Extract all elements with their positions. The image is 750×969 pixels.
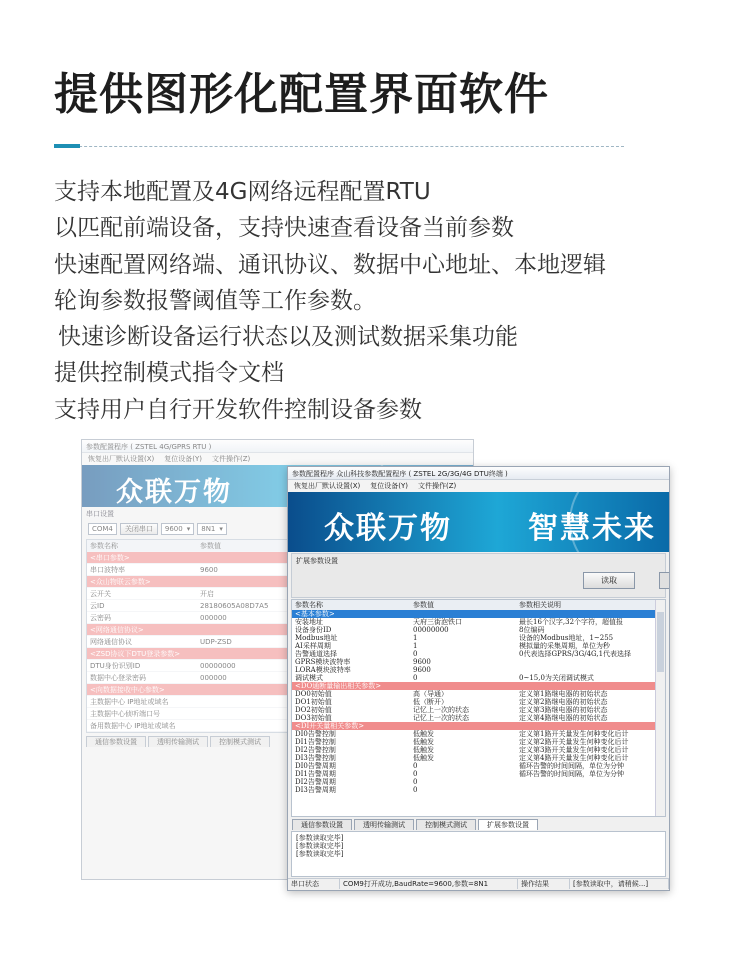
tab-comm-settings[interactable]: 通信参数设置	[86, 736, 146, 747]
param-name: 串口波特率	[90, 566, 125, 574]
param-value: 00000000	[200, 662, 236, 670]
log-line: [参数读取完毕]	[296, 834, 344, 842]
menu-item-file[interactable]: 文件操作(Z)	[418, 482, 457, 490]
param-value: 记忆上一次的状态	[413, 714, 469, 722]
table-row	[292, 722, 665, 730]
param-desc: 循环告警的时间间隔，单位为分钟	[519, 762, 624, 770]
table-row	[292, 786, 665, 794]
write-button-partial[interactable]	[659, 572, 670, 589]
status-label-result: 操作结果	[518, 879, 570, 889]
param-value: 28180605A08D7A5	[200, 602, 269, 610]
param-name: DI2告警周期	[295, 778, 336, 786]
banner-text-right: 智慧未来	[528, 511, 656, 546]
banner-text: 众联万物	[116, 477, 232, 507]
table-row	[292, 626, 665, 634]
feature-item: 快速诊断设备运行状态以及测试数据采集功能	[58, 324, 518, 351]
format-value: 8N1	[201, 525, 216, 533]
param-name: 网络通信协议	[90, 638, 132, 646]
format-select[interactable]	[197, 523, 227, 535]
param-value: 000000	[200, 674, 227, 682]
feature-item: 以匹配前端设备，支持快速查看设备当前参数	[54, 215, 514, 242]
param-desc: 定义第2路开关量发生何种变化后计	[519, 738, 629, 746]
table-row	[292, 642, 665, 650]
log-line: [参数读取完毕]	[296, 842, 344, 850]
port-value: COM4	[92, 525, 113, 533]
table-row	[292, 650, 665, 658]
table-row	[292, 674, 665, 682]
param-name: DO2初始值	[295, 706, 332, 714]
brand-banner	[288, 492, 669, 552]
param-name: DO3初始值	[295, 714, 332, 722]
param-value	[410, 722, 516, 730]
tab-control-test[interactable]: 控制模式测试	[416, 819, 476, 830]
param-value: 9600	[200, 566, 218, 574]
param-desc: 定义第4路开关量发生何种变化后计	[519, 754, 629, 762]
table-scrollbar[interactable]	[655, 600, 665, 816]
tab-bar	[288, 818, 669, 830]
param-name: 设备身份ID	[295, 626, 332, 634]
menu-item-reboot[interactable]: 复位设备(Y)	[370, 482, 409, 490]
column-header: 参数值	[413, 601, 434, 609]
table-row	[292, 634, 665, 642]
param-value: 0	[413, 674, 418, 682]
param-desc	[516, 778, 656, 786]
feature-item: 支持用户自行开发软件控制设备参数	[54, 396, 422, 423]
param-value: 9600	[413, 666, 431, 674]
param-name: DI1告警控制	[295, 738, 336, 746]
param-value	[410, 610, 516, 618]
column-header: 参数相关说明	[519, 601, 561, 609]
log-line: [参数读取完毕]	[296, 850, 344, 858]
chevron-down-icon: ▾	[186, 525, 191, 533]
table-row	[292, 778, 665, 786]
param-desc: 设备的Modbus地址，1~255	[519, 634, 614, 642]
param-desc: 循环告警的时间间隔，单位为分钟	[519, 770, 624, 778]
param-desc	[516, 786, 656, 794]
param-value: 0	[413, 762, 418, 770]
param-desc: 模拟量的采集周期，单位为秒	[519, 642, 610, 650]
param-name: Modbus地址	[295, 634, 338, 642]
menu-item-reset-defaults[interactable]: 恢复出厂默认设置(X)	[294, 482, 361, 490]
param-desc: 定义第1路继电器的初始状态	[519, 690, 608, 698]
table-row	[292, 738, 665, 746]
param-value: 000000	[200, 614, 227, 622]
param-desc	[516, 722, 656, 730]
table-row	[292, 658, 665, 666]
window-titlebar: 参数配置程序 众山科技参数配置程序 ( ZSTEL 2G/3G/4G DTU终端 )	[288, 467, 669, 480]
menu-item-reset-defaults[interactable]: 恢复出厂默认设置(X)	[88, 455, 155, 463]
table-row	[292, 690, 665, 698]
read-button[interactable]: 读取	[583, 572, 635, 589]
title-accent-bar	[54, 144, 80, 148]
param-value: 高（导通）	[413, 690, 448, 698]
menu-bar	[288, 480, 669, 492]
param-value: 低触发	[413, 754, 434, 762]
status-port-value: COM9打开成功,BaudRate=9600,参数=8N1	[340, 879, 518, 889]
serial-section-label: 串口设置	[86, 510, 114, 518]
extended-param-table	[291, 599, 666, 817]
param-desc: 0代表选择GPRS/3G/4G,1代表选择	[519, 650, 632, 658]
param-name: <ZSD协议下DTU登录参数>	[90, 650, 181, 658]
param-name: DI0告警控制	[295, 730, 336, 738]
param-desc: 定义第1路开关量发生何种变化后计	[519, 730, 629, 738]
param-value: 记忆上一次的状态	[413, 706, 469, 714]
param-name: DI3告警控制	[295, 754, 336, 762]
param-value: 0	[413, 778, 418, 786]
table-row	[292, 706, 665, 714]
table-row	[292, 666, 665, 674]
param-name: DI1告警周期	[295, 770, 336, 778]
table-row	[292, 682, 665, 690]
table-row	[292, 618, 665, 626]
status-bar	[288, 878, 669, 889]
param-name: <DI开关量相关参数>	[295, 722, 365, 730]
feature-item: 提供控制模式指令文档	[54, 360, 284, 387]
param-name: <向数据接收中心参数>	[90, 686, 165, 694]
table-row	[292, 770, 665, 778]
param-name: DO1初始值	[295, 698, 332, 706]
param-name: DI2告警控制	[295, 746, 336, 754]
window-titlebar: 参数配置程序 ( ZSTEL 4G/GPRS RTU )	[82, 440, 473, 453]
front-config-window	[287, 466, 670, 891]
param-name: DTU身份识别ID	[90, 662, 141, 670]
tab-transparent-test[interactable]: 透明传输测试	[148, 736, 208, 747]
param-desc: 定义第2路继电器的初始状态	[519, 698, 608, 706]
param-value: 天府三街泡铁口	[413, 618, 462, 626]
param-value: 0	[413, 650, 418, 658]
param-desc: 定义第3路开关量发生何种变化后计	[519, 746, 629, 754]
tab-control-test[interactable]: 控制模式测试	[210, 736, 270, 747]
table-row	[292, 730, 665, 738]
log-output	[291, 831, 666, 877]
menu-bar	[82, 453, 473, 465]
param-name: 主数据中心侦听端口号	[90, 710, 160, 718]
param-value: 00000000	[413, 626, 449, 634]
param-desc: 定义第4路继电器的初始状态	[519, 714, 608, 722]
table-row	[292, 714, 665, 722]
tab-extended-settings[interactable]: 扩展参数设置	[478, 819, 538, 830]
param-value: 开启	[200, 590, 214, 598]
param-desc: 0~15,0为关闭调试模式	[519, 674, 594, 682]
param-name: <串口参数>	[90, 554, 130, 562]
close-port-button[interactable]: 关闭串口	[120, 523, 158, 535]
column-header: 参数名称	[295, 601, 323, 609]
column-header: 参数名称	[90, 542, 118, 550]
param-value: 低触发	[413, 730, 434, 738]
param-value: 低触发	[413, 738, 434, 746]
param-name: <众山物联云参数>	[90, 578, 151, 586]
param-value: 低触发	[413, 746, 434, 754]
feature-list	[54, 174, 606, 428]
param-name: 备用数据中心 IP地址或域名	[90, 722, 176, 730]
menu-item-reboot[interactable]: 复位设备(Y)	[164, 455, 203, 463]
param-name: LORA模块波特率	[295, 666, 351, 674]
feature-item: 轮询参数报警阈值等工作参数。	[54, 287, 376, 314]
table-row	[292, 762, 665, 770]
param-value: UDP-ZSD	[200, 638, 232, 646]
banner-text-left: 众联万物	[324, 511, 452, 546]
param-value: 0	[413, 786, 418, 794]
param-name: 调试模式	[295, 674, 323, 682]
feature-item: 支持本地配置及4G网络远程配置RTU	[54, 179, 431, 205]
param-name: DI3告警周期	[295, 786, 336, 794]
param-name: 云密码	[90, 614, 111, 622]
title-divider	[54, 146, 624, 147]
page-title: 提供图形化配置界面软件	[54, 69, 549, 120]
extended-params-panel	[291, 553, 666, 598]
param-desc	[516, 682, 656, 690]
param-value: 1	[413, 642, 418, 650]
table-row	[292, 746, 665, 754]
chevron-down-icon: ▾	[219, 525, 223, 533]
feature-item: 快速配置网络端、通讯协议、数据中心地址、本地逻辑	[54, 251, 606, 278]
param-name: <DO通断量输出相关参数>	[295, 682, 382, 690]
param-name: 云开关	[90, 590, 111, 598]
baud-value: 9600	[164, 525, 183, 533]
param-desc	[516, 610, 656, 618]
table-row	[292, 610, 665, 618]
param-name: DI0告警周期	[295, 762, 336, 770]
param-name: DO0初始值	[295, 690, 332, 698]
table-row	[292, 754, 665, 762]
param-desc	[516, 658, 656, 666]
baud-select[interactable]	[161, 523, 194, 535]
tab-comm-settings[interactable]: 通信参数设置	[292, 819, 352, 830]
param-name: 云ID	[90, 602, 105, 610]
param-value: 0	[413, 770, 418, 778]
tab-transparent-test[interactable]: 透明传输测试	[354, 819, 414, 830]
param-desc: 8位编码	[519, 626, 545, 634]
param-value	[410, 682, 516, 690]
param-name: <网络通信协议>	[90, 626, 144, 634]
param-name: 告警通道选择	[295, 650, 337, 658]
param-name: GPRS模块波特率	[295, 658, 351, 666]
table-header	[292, 600, 665, 610]
port-select[interactable]	[88, 523, 117, 535]
param-desc	[516, 666, 656, 674]
param-name: AI采样周期	[295, 642, 331, 650]
param-name: 数据中心登录密码	[90, 674, 146, 682]
table-row	[292, 698, 665, 706]
status-label-port: 串口状态	[288, 879, 340, 889]
param-desc: 最长16个汉字,32个字符，超值报	[519, 618, 624, 626]
param-value: 1	[413, 634, 418, 642]
status-result-value: [参数读取中，请稍候...]	[570, 879, 669, 889]
param-name: <基本参数>	[295, 610, 335, 618]
param-value: 9600	[413, 658, 431, 666]
param-name: 主数据中心 IP地址或域名	[90, 698, 169, 706]
param-value: 低（断开）	[413, 698, 448, 706]
param-name: 安装地址	[295, 618, 323, 626]
column-header: 参数值	[200, 542, 221, 550]
panel-label: 扩展参数设置	[296, 557, 338, 565]
param-desc: 定义第3路继电器的初始状态	[519, 706, 608, 714]
menu-item-file[interactable]: 文件操作(Z)	[212, 455, 251, 463]
